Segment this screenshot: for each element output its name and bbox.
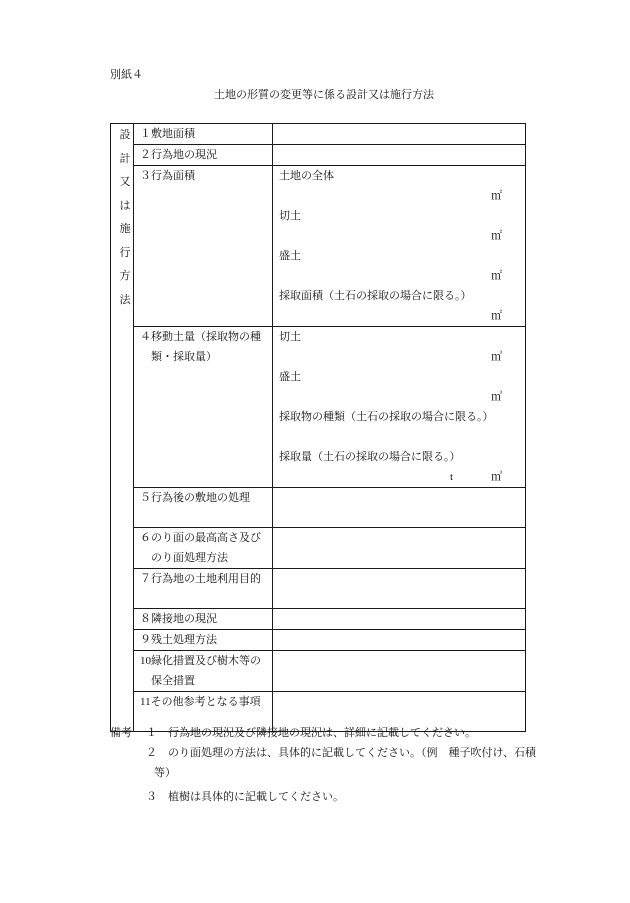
item-label-cell (134, 145, 273, 166)
item-value-cell (273, 569, 526, 609)
form-row (111, 528, 526, 569)
item-label-cell (134, 630, 273, 651)
item-value-cell (273, 124, 526, 145)
form-row (111, 651, 526, 692)
side-label-cell (111, 124, 134, 732)
form-row (111, 692, 526, 732)
value-line: 盛土 (279, 371, 301, 383)
item-value-cell (273, 488, 526, 528)
note-text: 植樹は具体的に記載してください。 (168, 791, 344, 803)
attachment-label: 別紙４ (110, 69, 143, 81)
value-line: 土地の全体 (279, 170, 334, 182)
unit-label: ㎡ (491, 190, 502, 202)
item-value-cell (273, 145, 526, 166)
item-label-line: ２行為地の現況 (140, 149, 217, 161)
item-value-cell (273, 166, 526, 327)
item-label-line: 11その他参考となる事項 (140, 696, 261, 708)
form-row (111, 166, 526, 327)
unit-line (279, 467, 525, 487)
unit-label: ㎥ (491, 351, 502, 363)
item-label-line: ４移動土量（採取物の種 (140, 331, 261, 343)
item-label-line: ５行為後の敷地の処理 (140, 492, 250, 504)
side-label: 設計又は施行方法 (119, 129, 131, 306)
item-label-cell (134, 124, 273, 145)
design-method-table (110, 123, 526, 732)
note-number: ２ (146, 747, 157, 759)
note-number: １ (146, 727, 157, 739)
form-row (111, 630, 526, 651)
unit-line (279, 186, 525, 206)
item-label-line: ７行為地の土地利用目的 (140, 573, 261, 585)
form-row (111, 327, 526, 488)
unit-line (279, 387, 525, 407)
note-text: のり面処理の方法は、具体的に記載してください。（例 種子吹付け、石積 (168, 747, 537, 759)
unit-line (279, 347, 525, 367)
item-value-cell (273, 327, 526, 488)
unit-line (279, 226, 525, 246)
unit-label: ㎡ (491, 310, 502, 322)
value-line: 切土 (279, 210, 301, 222)
item-value-cell (273, 651, 526, 692)
note-text-continuation: 等） (154, 767, 176, 779)
item-value-cell (273, 630, 526, 651)
item-label-line: 保全措置 (151, 675, 195, 687)
item-label-line: ９残土処理方法 (140, 634, 217, 646)
unit-line (279, 266, 525, 286)
value-line: 採取量（土石の採取の場合に限る。） (279, 451, 461, 463)
item-label-cell (134, 488, 273, 528)
unit-prefix: t (449, 471, 453, 483)
value-line: 採取物の種類（土石の採取の場合に限る。） (279, 411, 494, 423)
form-row (111, 145, 526, 166)
value-line: 盛土 (279, 250, 301, 262)
unit-label: ㎥ (491, 391, 502, 403)
item-value-cell (273, 528, 526, 569)
form-row (111, 569, 526, 609)
item-label-cell (134, 651, 273, 692)
unit-label: ㎡ (491, 230, 502, 242)
item-value-cell (273, 692, 526, 732)
item-label-line: ８隣接地の現況 (140, 613, 217, 625)
unit-line (279, 306, 525, 326)
unit-label: ㎡ (491, 270, 502, 282)
note-number: ３ (146, 791, 157, 803)
note-text: 行為地の現況及び隣接地の現況は、詳細に記載してください。 (168, 727, 476, 739)
item-label-cell (134, 692, 273, 732)
document-title: 土地の形質の変更等に係る設計又は施行方法 (214, 89, 434, 101)
value-line: 採取面積（土石の採取の場合に限る。） (279, 290, 472, 302)
form-row (111, 609, 526, 630)
notes-heading: 備考 (110, 727, 132, 739)
item-label-line: 10緑化措置及び樹木等の (140, 655, 261, 667)
item-label-line: １敷地面積 (140, 128, 195, 140)
item-label-line: 類・採取量） (151, 351, 217, 363)
item-label-line: ３行為面積 (140, 170, 195, 182)
item-label-cell (134, 327, 273, 488)
item-label-cell (134, 528, 273, 569)
value-line: 切土 (279, 331, 301, 343)
blank-line (279, 427, 525, 447)
item-value-cell (273, 609, 526, 630)
unit-label: ㎥ (491, 471, 502, 483)
form-row (111, 124, 526, 145)
item-label-cell (134, 166, 273, 327)
item-label-line: ６のり面の最高高さ及び (140, 532, 261, 544)
item-label-line: のり面処理方法 (151, 552, 228, 564)
form-row (111, 488, 526, 528)
item-label-cell (134, 609, 273, 630)
item-label-cell (134, 569, 273, 609)
